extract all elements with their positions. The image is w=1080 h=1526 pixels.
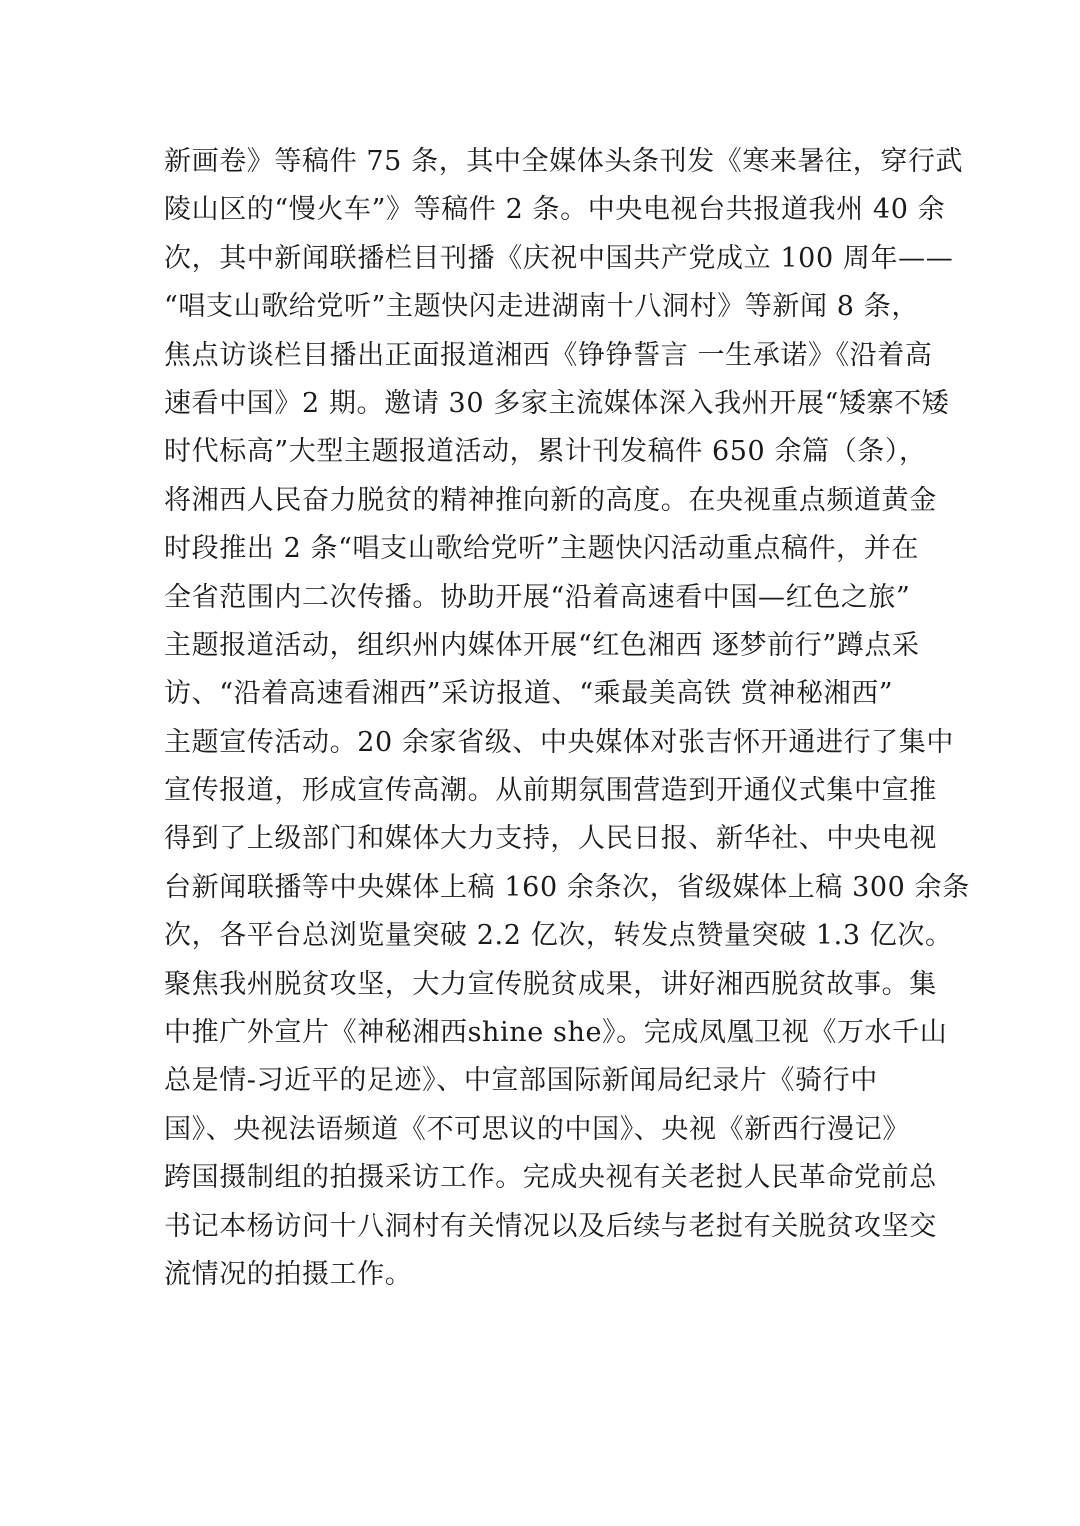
text-line: 时代标高”大型主题报道活动，累计刊发稿件 650 余篇（条）， [164, 436, 927, 468]
text-line: 总是情-习近平的足迹》、中宣部国际新闻局纪录片《骑行中 [164, 1065, 878, 1097]
text-line: 将湘西人民奋力脱贫的精神推向新的高度。在央视重点频道黄金 [164, 484, 937, 516]
text-line: 聚焦我州脱贫攻坚，大力宣传脱贫成果，讲好湘西脱贫故事。集 [164, 968, 937, 1000]
text-line: 时段推出 2 条“唱支山歌给党听”主题快闪活动重点稿件，并在 [164, 533, 919, 565]
text-line: 书记本杨访问十八洞村有关情况以及后续与老挝有关脱贫攻坚交 [164, 1210, 937, 1242]
text-line: 速看中国》2 期。邀请 30 多家主流媒体深入我州开展“矮寨不矮 [164, 387, 950, 419]
text-line: 次，其中新闻联播栏目刊播《庆祝中国共产党成立 100 周年—— [164, 242, 954, 274]
text-line: 陵山区的“慢火车”》等稿件 2 条。中央电视台共报道我州 40 余 [164, 194, 946, 226]
text-line: 次，各平台总浏览量突破 2.2 亿次，转发点赞量突破 1.3 亿次。 [164, 920, 953, 952]
text-line: 宣传报道，形成宣传高潮。从前期氛围营造到开通仪式集中宣推 [164, 775, 937, 807]
text-line: 得到了上级部门和媒体大力支持，人民日报、新华社、中央电视 [164, 823, 937, 855]
text-line: 跨国摄制组的拍摄采访工作。完成央视有关老挝人民革命党前总 [164, 1162, 937, 1194]
text-line: 焦点访谈栏目播出正面报道湘西《铮铮誓言 一生承诺》《沿着高 [164, 339, 933, 371]
text-line: 国》、央视法语频道《不可思议的中国》、央视《新西行漫记》 [164, 1113, 910, 1145]
text-line: 台新闻联播等中央媒体上稿 160 余条次，省级媒体上稿 300 余条 [164, 871, 970, 903]
text-line: 中推广外宣片《神秘湘西shine she》。完成凤凰卫视《万水千山 [164, 1017, 948, 1049]
body-text [164, 138, 970, 1299]
text-line: 流情况的拍摄工作。 [164, 1258, 413, 1290]
text-line: “唱支山歌给党听”主题快闪走进湖南十八洞村》等新闻 8 条， [164, 291, 919, 323]
text-line: 全省范围内二次传播。协助开展“沿着高速看中国—红色之旅” [164, 581, 911, 613]
text-line: 主题宣传活动。20 余家省级、中央媒体对张吉怀开通进行了集中 [164, 726, 954, 758]
text-line: 访、“沿着高速看湘西”采访报道、“乘最美高铁 赏神秘湘西” [164, 678, 894, 710]
text-line: 新画卷》等稿件 75 条，其中全媒体头条刊发《寒来暑往，穿行武 [164, 146, 964, 177]
text-line: 主题报道活动，组织州内媒体开展“红色湘西 逐梦前行”蹲点采 [164, 629, 920, 661]
